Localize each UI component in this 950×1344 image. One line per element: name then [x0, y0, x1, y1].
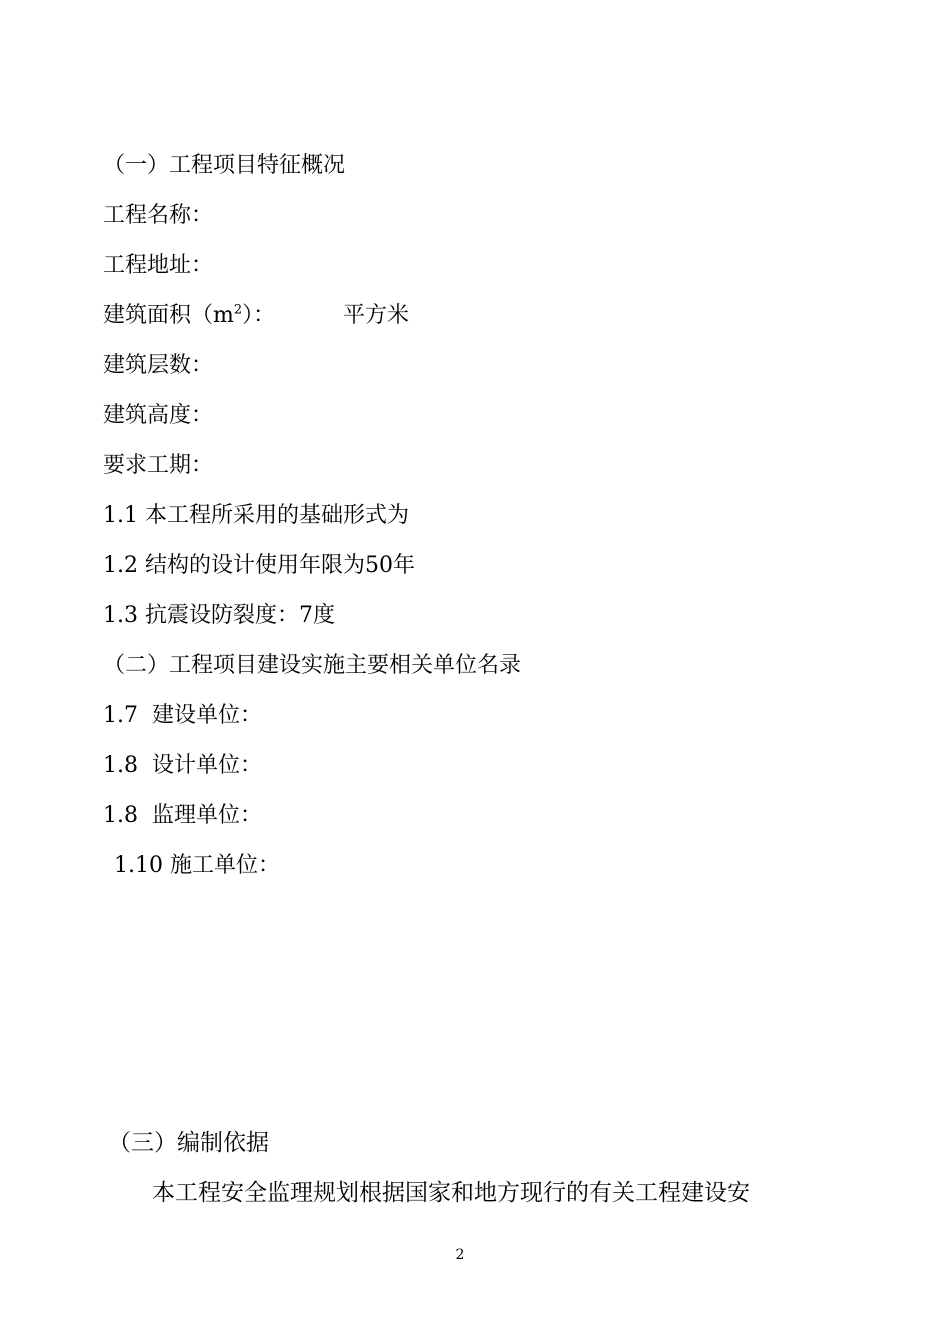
- project-name-label: 工程名称：: [103, 203, 214, 228]
- item-1-3: 1.3 抗震设防裂度：7度: [103, 603, 335, 628]
- item-1-8-supervision: 1.8 监理单位：: [103, 803, 262, 828]
- building-area-suffix: ）：: [242, 303, 276, 328]
- item-1-7: 1.7 建设单位：: [103, 703, 262, 728]
- section1-heading: （一）工程项目特征概况: [103, 153, 346, 178]
- item-1-2: 1.2 结构的设计使用年限为50年: [103, 553, 415, 578]
- section3-paragraph: 本工程安全监理规划根据国家和地方现行的有关工程建设安: [152, 1180, 750, 1206]
- building-area-prefix: 建筑面积（m: [103, 303, 234, 328]
- item-1-8-design: 1.8 设计单位：: [103, 753, 262, 778]
- page-number: 2: [455, 1247, 465, 1263]
- building-area-unit: 平方米: [343, 303, 410, 328]
- building-area-sup: 2: [233, 302, 243, 318]
- duration-label: 要求工期：: [103, 453, 214, 478]
- section2-heading: （二）工程项目建设实施主要相关单位名录: [103, 653, 522, 678]
- item-1-10: 1.10 施工单位：: [114, 853, 280, 878]
- height-label: 建筑高度：: [103, 403, 214, 428]
- item-1-1: 1.1 本工程所采用的基础形式为: [103, 503, 409, 528]
- floors-label: 建筑层数：: [103, 353, 214, 378]
- project-address-label: 工程地址：: [103, 253, 214, 278]
- section3-heading: （三）编制依据: [108, 1130, 269, 1156]
- building-area-label: [103, 302, 275, 330]
